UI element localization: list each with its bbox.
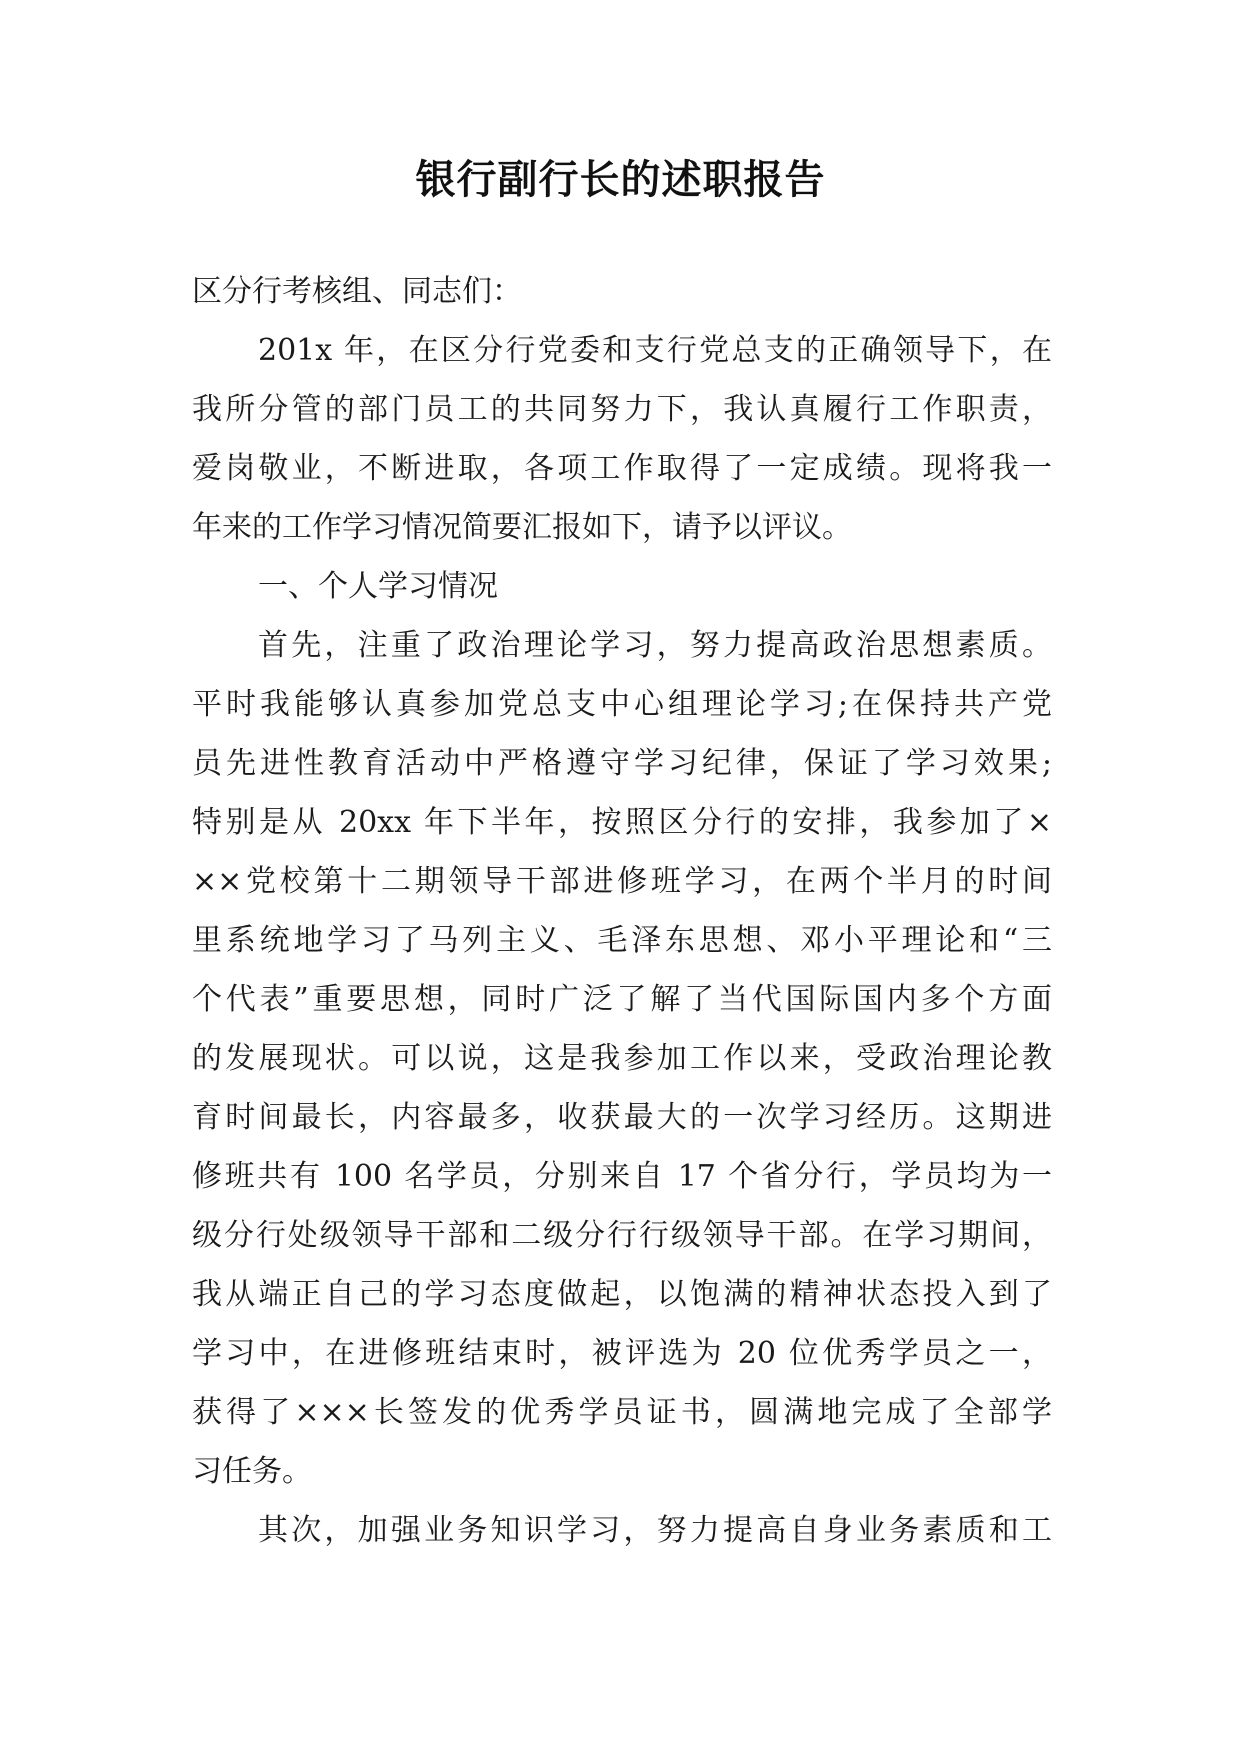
- document-line: 获得了×××长签发的优秀学员证书，圆满地完成了全部学: [192, 1395, 1052, 1430]
- document-line: 平时我能够认真参加党总支中心组理论学习;在保持共产党: [192, 687, 1052, 722]
- document-line: 的发展现状。可以说，这是我参加工作以来，受政治理论教: [192, 1041, 1052, 1076]
- document-line: 育时间最长，内容最多，收获最大的一次学习经历。这期进: [192, 1100, 1052, 1135]
- document-body: [192, 262, 1052, 1560]
- document-line: 级分行处级领导干部和二级分行行级领导干部。在学习期间，: [192, 1218, 1052, 1253]
- document-line: 区分行考核组、同志们：: [192, 274, 522, 309]
- document-line: 里系统地学习了马列主义、毛泽东思想、邓小平理论和“三: [192, 923, 1052, 958]
- document-line: 我从端正自己的学习态度做起，以饱满的精神状态投入到了: [192, 1277, 1052, 1312]
- document-line: 学习中，在进修班结束时，被评选为 20 位优秀学员之一，: [192, 1336, 1052, 1371]
- document-line: 201x 年，在区分行党委和支行党总支的正确领导下，在: [258, 333, 1052, 368]
- document-title: 银行副行长的述职报告: [415, 157, 826, 203]
- document-line: 爱岗敬业，不断进取，各项工作取得了一定成绩。现将我一: [192, 451, 1052, 486]
- document-line: 年来的工作学习情况简要汇报如下，请予以评议。: [192, 510, 852, 545]
- document-line: 特别是从 20xx 年下半年，按照区分行的安排，我参加了×: [192, 805, 1052, 840]
- document-line: 其次，加强业务知识学习，努力提高自身业务素质和工: [258, 1513, 1052, 1548]
- document-line: 修班共有 100 名学员，分别来自 17 个省分行，学员均为一: [192, 1159, 1052, 1194]
- document-line: 习任务。: [192, 1454, 312, 1489]
- document-line: ××党校第十二期领导干部进修班学习，在两个半月的时间: [192, 864, 1052, 899]
- document-line: 首先，注重了政治理论学习，努力提高政治思想素质。: [258, 628, 1052, 663]
- document-line: 个代表”重要思想，同时广泛了解了当代国际国内多个方面: [192, 982, 1052, 1017]
- document-line: 一、个人学习情况: [258, 569, 498, 604]
- document-line: 我所分管的部门员工的共同努力下，我认真履行工作职责，: [192, 392, 1052, 427]
- document-line: 员先进性教育活动中严格遵守学习纪律，保证了学习效果;: [192, 746, 1052, 781]
